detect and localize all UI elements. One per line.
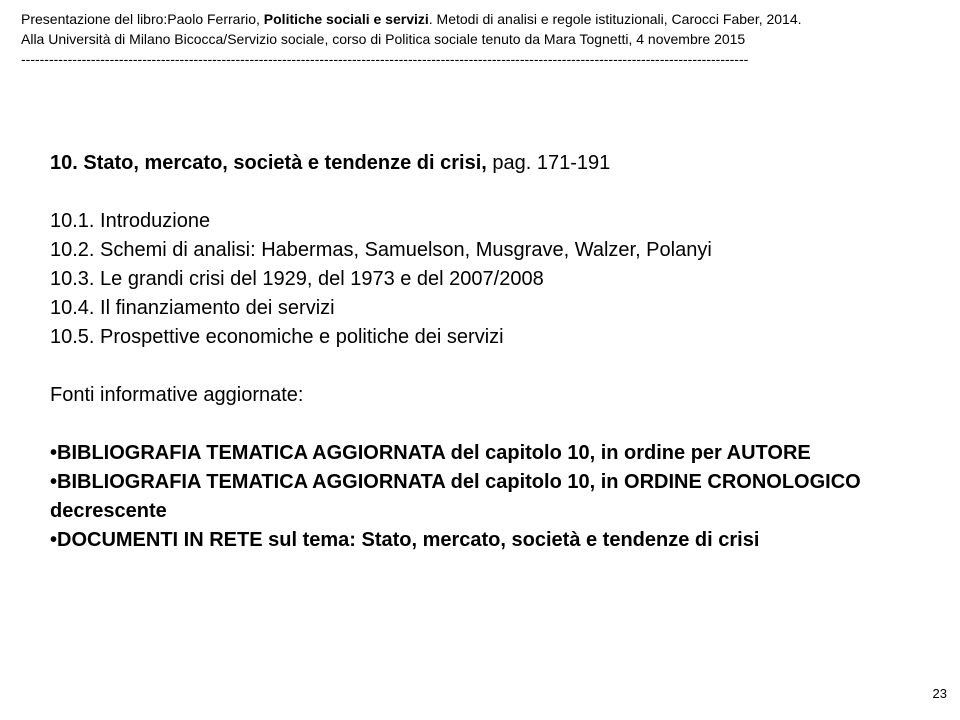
header-book-suffix: . Metodi di analisi e regole istituzionali, Carocci Faber, 2014. <box>428 11 802 27</box>
chapter-title-text: 10. Stato, mercato, società e tendenze di crisi, <box>50 152 487 174</box>
section-item: 10.3. Le grandi crisi del 1929, del 1973 e del 2007/2008 <box>50 268 544 290</box>
section-item: 10.5. Prospettive economiche e politiche dei servizi <box>50 326 504 348</box>
chapter-pages: pag. 171-191 <box>486 152 611 174</box>
chapter-title <box>50 149 910 178</box>
header-separator: ------------------------------------------------------------------------------------------------------------------------------------------------------------ <box>21 51 749 67</box>
resource-link-bibliography-author[interactable]: •BIBLIOGRAFIA TEMATICA AGGIORNATA del capitolo 10, in ordine per AUTORE <box>50 442 811 464</box>
header-book-prefix: Presentazione del libro:Paolo Ferrario, <box>21 11 264 27</box>
header-book-line <box>21 9 946 29</box>
slide-content <box>50 149 910 555</box>
section-item: 10.4. Il finanziamento dei servizi <box>50 297 335 319</box>
sources-heading: Fonti informative aggiornate: <box>50 384 304 406</box>
section-item: 10.1. Introduzione <box>50 210 211 232</box>
header-course-line: Alla Università di Milano Bicocca/Servizio sociale, corso di Politica sociale tenuto da Mara Tognetti, 4 novembre 2015 <box>21 31 746 47</box>
section-item: 10.2. Schemi di analisi: Habermas, Samuelson, Musgrave, Walzer, Polanyi <box>50 239 712 261</box>
resource-link-bibliography-chronological[interactable]: •BIBLIOGRAFIA TEMATICA AGGIORNATA del capitolo 10, in ORDINE CRONOLOGICO decrescente <box>50 471 861 522</box>
resource-link-online-documents[interactable]: •DOCUMENTI IN RETE sul tema: Stato, mercato, società e tendenze di crisi <box>50 529 760 551</box>
slide-header <box>21 9 946 69</box>
page-number: 23 <box>932 686 947 701</box>
header-book-title: Politiche sociali e servizi <box>263 11 429 27</box>
